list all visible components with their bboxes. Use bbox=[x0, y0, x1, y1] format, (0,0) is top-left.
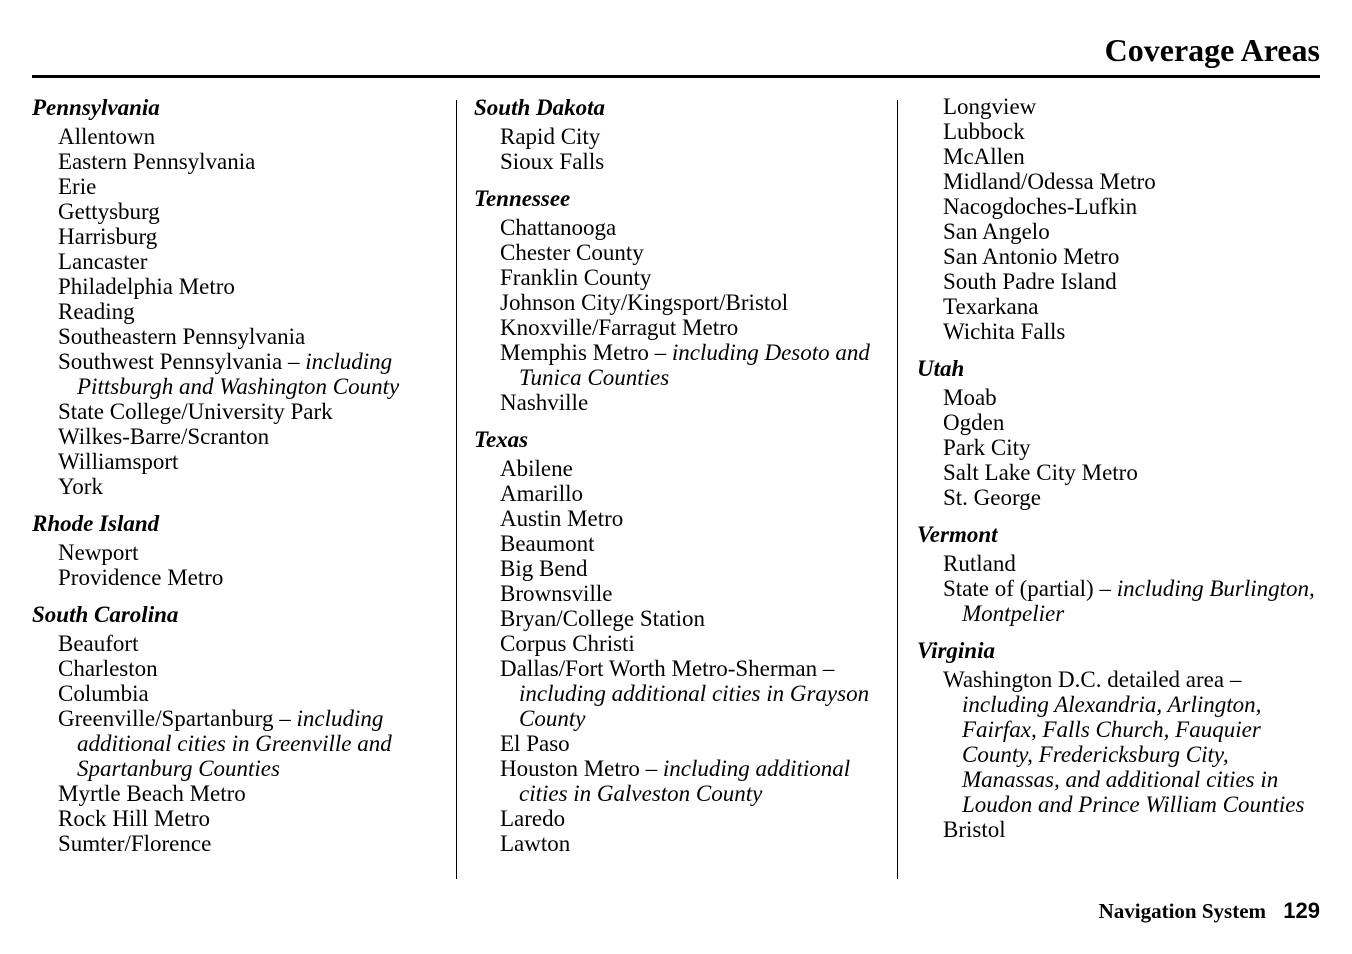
city-name: Midland/Odessa Metro bbox=[943, 169, 1156, 194]
city-name: Lubbock bbox=[943, 119, 1025, 144]
city-item bbox=[474, 124, 889, 149]
city-name: Longview bbox=[943, 94, 1037, 119]
state-block bbox=[474, 94, 889, 174]
page-number: 129 bbox=[1283, 898, 1320, 923]
city-item bbox=[474, 215, 889, 240]
city-note: including Pittsburgh and Washington County bbox=[77, 349, 400, 399]
state-heading: Virginia bbox=[917, 638, 995, 663]
state-heading: Tennessee bbox=[474, 186, 571, 211]
city-item bbox=[32, 149, 450, 174]
city-item bbox=[474, 340, 889, 390]
coverage-column-2 bbox=[474, 94, 889, 867]
city-name: Amarillo bbox=[500, 481, 584, 506]
column-divider bbox=[897, 100, 898, 879]
city-name: Nacogdoches-Lufkin bbox=[943, 194, 1138, 219]
city-item bbox=[474, 315, 889, 340]
city-name: Charleston bbox=[58, 656, 158, 681]
city-name: Salt Lake City Metro bbox=[943, 460, 1138, 485]
city-name: Providence Metro bbox=[58, 565, 224, 590]
page-footer bbox=[1099, 896, 1320, 926]
city-item bbox=[32, 224, 450, 249]
city-item bbox=[474, 290, 889, 315]
city-name: State College/University Park bbox=[58, 399, 333, 424]
city-item bbox=[32, 540, 450, 565]
city-item bbox=[474, 265, 889, 290]
city-item bbox=[474, 240, 889, 265]
city-item bbox=[474, 456, 889, 481]
city-name: Beaumont bbox=[500, 531, 595, 556]
city-item bbox=[474, 631, 889, 656]
city-list bbox=[32, 124, 450, 499]
city-name: Dallas/Fort Worth Metro-Sherman – bbox=[500, 656, 835, 681]
city-name: York bbox=[58, 474, 103, 499]
state-heading: Texas bbox=[474, 427, 529, 452]
city-name: Greenville/Spartanburg – bbox=[58, 706, 297, 731]
city-name: Eastern Pennsylvania bbox=[58, 149, 256, 174]
state-heading: Rhode Island bbox=[32, 511, 160, 536]
city-name: Wichita Falls bbox=[943, 319, 1066, 344]
state-heading: Vermont bbox=[917, 522, 998, 547]
city-item bbox=[917, 244, 1327, 269]
state-heading: South Carolina bbox=[32, 602, 179, 627]
city-list bbox=[474, 215, 889, 415]
city-list bbox=[32, 631, 450, 856]
city-name: Sioux Falls bbox=[500, 149, 605, 174]
city-item bbox=[917, 551, 1327, 576]
city-name: Rock Hill Metro bbox=[58, 806, 211, 831]
footer-label: Navigation System bbox=[1098, 899, 1267, 923]
city-name: El Paso bbox=[500, 731, 570, 756]
state-block bbox=[474, 185, 889, 415]
city-name: Washington D.C. detailed area – bbox=[943, 667, 1242, 692]
city-name: Chattanooga bbox=[500, 215, 617, 240]
city-item bbox=[32, 249, 450, 274]
city-list bbox=[917, 551, 1327, 626]
city-name: Bristol bbox=[943, 817, 1006, 842]
city-name: Rutland bbox=[943, 551, 1016, 576]
city-name: Franklin County bbox=[500, 265, 652, 290]
state-block bbox=[32, 94, 450, 499]
city-name: Park City bbox=[943, 435, 1031, 460]
city-item bbox=[917, 119, 1327, 144]
city-item bbox=[32, 199, 450, 224]
city-name: Johnson City/Kingsport/Bristol bbox=[500, 290, 789, 315]
city-name: Texarkana bbox=[943, 294, 1039, 319]
state-block bbox=[32, 601, 450, 856]
city-item bbox=[32, 174, 450, 199]
city-name: Gettysburg bbox=[58, 199, 160, 224]
city-item bbox=[917, 269, 1327, 294]
city-item bbox=[474, 581, 889, 606]
city-item bbox=[32, 781, 450, 806]
city-item bbox=[32, 424, 450, 449]
city-name: Big Bend bbox=[500, 556, 588, 581]
city-item bbox=[32, 706, 450, 781]
city-item bbox=[32, 474, 450, 499]
city-name: Brownsville bbox=[500, 581, 613, 606]
city-item bbox=[917, 194, 1327, 219]
city-item bbox=[917, 294, 1327, 319]
city-item bbox=[474, 831, 889, 856]
city-list bbox=[917, 667, 1327, 842]
city-name: McAllen bbox=[943, 144, 1025, 169]
city-list bbox=[474, 456, 889, 856]
city-name: St. George bbox=[943, 485, 1041, 510]
city-name: State of (partial) – bbox=[943, 576, 1117, 601]
city-name: Lancaster bbox=[58, 249, 148, 274]
city-item bbox=[32, 274, 450, 299]
city-item bbox=[32, 681, 450, 706]
city-item bbox=[474, 481, 889, 506]
city-item bbox=[32, 565, 450, 590]
city-name: Williamsport bbox=[58, 449, 179, 474]
state-heading: Pennsylvania bbox=[32, 95, 160, 120]
city-name: Memphis Metro – bbox=[500, 340, 672, 365]
state-block bbox=[917, 355, 1327, 510]
state-block bbox=[917, 637, 1327, 842]
city-note: including Desoto and Tunica Counties bbox=[519, 340, 870, 390]
city-item bbox=[474, 756, 889, 806]
state-heading: South Dakota bbox=[474, 95, 606, 120]
city-item bbox=[917, 144, 1327, 169]
city-list bbox=[474, 124, 889, 174]
city-name: Corpus Christi bbox=[500, 631, 635, 656]
city-item bbox=[32, 806, 450, 831]
city-name: Myrtle Beach Metro bbox=[58, 781, 246, 806]
city-item bbox=[917, 385, 1327, 410]
city-name: San Angelo bbox=[943, 219, 1050, 244]
city-list bbox=[917, 385, 1327, 510]
city-item bbox=[32, 124, 450, 149]
city-item bbox=[474, 731, 889, 756]
state-block bbox=[917, 94, 1327, 344]
city-item bbox=[917, 435, 1327, 460]
city-name: Allentown bbox=[58, 124, 156, 149]
city-item bbox=[32, 631, 450, 656]
state-heading: Utah bbox=[917, 356, 965, 381]
city-item bbox=[917, 576, 1327, 626]
state-block bbox=[32, 510, 450, 590]
city-item bbox=[474, 556, 889, 581]
city-item bbox=[917, 460, 1327, 485]
city-item bbox=[917, 817, 1327, 842]
city-note: including additional cities in Greenville and Spartanburg Counties bbox=[77, 706, 392, 781]
city-name: Abilene bbox=[500, 456, 573, 481]
city-item bbox=[474, 149, 889, 174]
city-name: Newport bbox=[58, 540, 139, 565]
city-name: Harrisburg bbox=[58, 224, 158, 249]
city-name: Nashville bbox=[500, 390, 589, 415]
city-item bbox=[474, 390, 889, 415]
city-name: Rapid City bbox=[500, 124, 601, 149]
city-item bbox=[474, 656, 889, 731]
coverage-column-3 bbox=[917, 94, 1327, 853]
city-item bbox=[474, 506, 889, 531]
city-note: including additional cities in Grayson County bbox=[519, 681, 870, 731]
city-list bbox=[917, 94, 1327, 344]
city-item bbox=[32, 831, 450, 856]
city-item bbox=[917, 219, 1327, 244]
city-item bbox=[474, 531, 889, 556]
coverage-column-1 bbox=[32, 94, 450, 867]
city-name: Philadelphia Metro bbox=[58, 274, 235, 299]
city-name: Houston Metro – bbox=[500, 756, 663, 781]
column-divider bbox=[456, 100, 457, 879]
city-item bbox=[917, 169, 1327, 194]
city-note: including additional cities in Galveston County bbox=[519, 756, 851, 806]
city-name: Wilkes-Barre/Scranton bbox=[58, 424, 270, 449]
city-name: Reading bbox=[58, 299, 135, 324]
city-note: including Alexandria, Arlington, Fairfax, Falls Church, Fauquier County, Fredericksburg City, Manassas, and additional cities in Loudon and Prince William Counties bbox=[962, 692, 1305, 817]
page-title: Coverage Areas bbox=[1104, 32, 1320, 68]
city-name: Austin Metro bbox=[500, 506, 624, 531]
city-item bbox=[917, 485, 1327, 510]
city-name: Beaufort bbox=[58, 631, 139, 656]
city-item bbox=[32, 299, 450, 324]
city-item bbox=[917, 667, 1327, 817]
city-list bbox=[32, 540, 450, 590]
city-name: Laredo bbox=[500, 806, 566, 831]
city-item bbox=[32, 324, 450, 349]
city-name: Moab bbox=[943, 385, 997, 410]
city-name: Southwest Pennsylvania – bbox=[58, 349, 306, 374]
city-note: including Burlington, Montpelier bbox=[962, 576, 1315, 626]
city-name: South Padre Island bbox=[943, 269, 1117, 294]
city-item bbox=[917, 94, 1327, 119]
city-name: Ogden bbox=[943, 410, 1005, 435]
city-item bbox=[32, 449, 450, 474]
state-block bbox=[917, 521, 1327, 626]
city-name: Lawton bbox=[500, 831, 571, 856]
city-item bbox=[32, 349, 450, 399]
state-block bbox=[474, 426, 889, 856]
city-item bbox=[917, 319, 1327, 344]
city-name: Sumter/Florence bbox=[58, 831, 212, 856]
city-name: Bryan/College Station bbox=[500, 606, 706, 631]
city-name: Erie bbox=[58, 174, 97, 199]
city-name: Knoxville/Farragut Metro bbox=[500, 315, 739, 340]
city-name: Chester County bbox=[500, 240, 644, 265]
city-item bbox=[917, 410, 1327, 435]
title-rule bbox=[32, 75, 1320, 78]
city-name: San Antonio Metro bbox=[943, 244, 1120, 269]
city-item bbox=[474, 806, 889, 831]
city-item bbox=[32, 656, 450, 681]
city-name: Columbia bbox=[58, 681, 149, 706]
city-item bbox=[32, 399, 450, 424]
city-item bbox=[474, 606, 889, 631]
city-name: Southeastern Pennsylvania bbox=[58, 324, 306, 349]
